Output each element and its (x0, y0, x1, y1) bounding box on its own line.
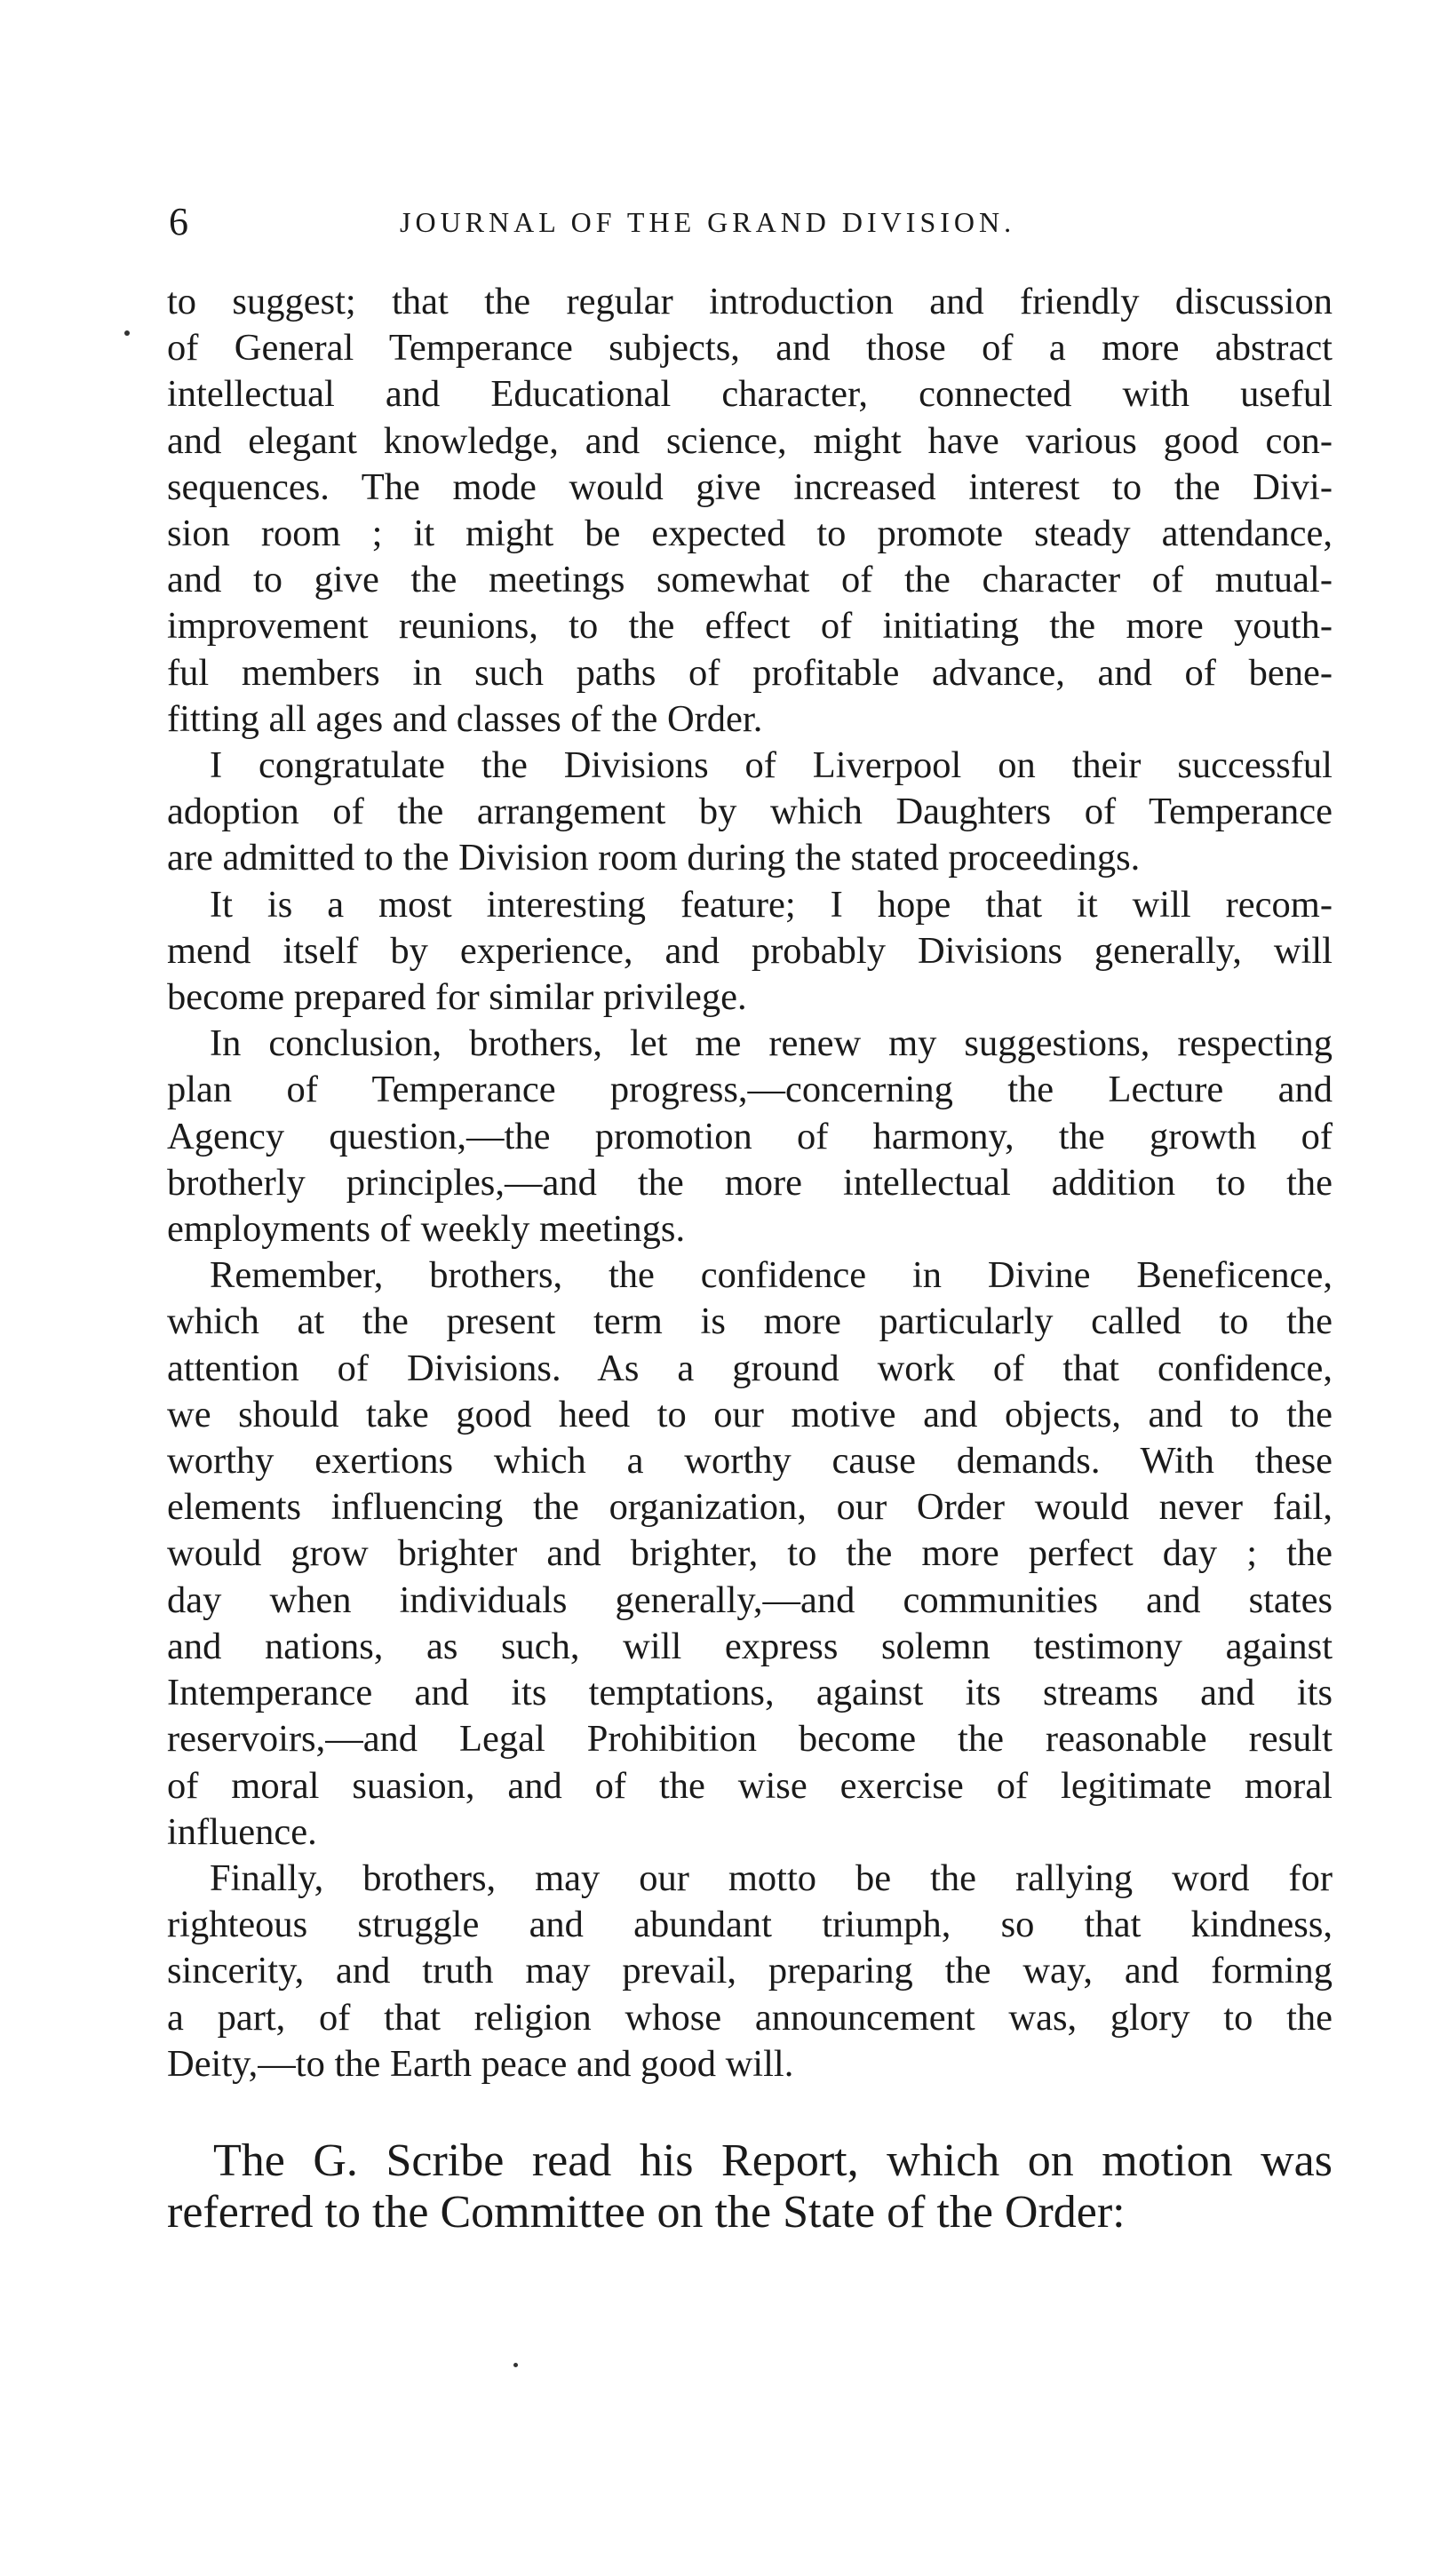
text-line: and nations, as such, will express solemn testimony against (167, 1625, 1333, 1667)
text-line: a part, of that religion whose announcement was, glory to the (167, 1996, 1333, 2039)
text-line: intellectual and Educational character, connected with useful (167, 373, 1333, 416)
text-line: Intemperance and its temptations, against its streams and its (167, 1672, 1333, 1714)
running-head (167, 199, 1333, 249)
scribe-report-notice (167, 2135, 1333, 2238)
body-paragraph (167, 882, 1333, 1022)
text-line: mend itself by experience, and probably Divisions generally, will (167, 929, 1333, 972)
body-paragraph (167, 743, 1333, 882)
text-line: Finally, brothers, may our motto be the rallying word for (210, 1856, 1333, 1899)
text-line: sion room ; it might be expected to promote steady attendance, (167, 513, 1333, 555)
text-line: Agency question,—the promotion of harmony, the growth of (167, 1115, 1333, 1157)
text-line: to suggest; that the regular introduction and friendly discussion (167, 281, 1333, 322)
text-line: employments of weekly meetings. (167, 1208, 686, 1251)
text-line: Deity,—to the Earth peace and good will. (167, 2042, 794, 2085)
book-page (167, 199, 1333, 2238)
text-line: attention of Divisions. As a ground work of that confidence, (167, 1347, 1333, 1389)
text-line: improvement reunions, to the effect of initiating the more youth- (167, 605, 1333, 648)
text-line: we should take good heed to our motive and objects, and to the (167, 1393, 1333, 1435)
journal-title: JOURNAL OF THE GRAND DIVISION. (400, 206, 1016, 238)
text-line: In conclusion, brothers, let me renew my suggestions, respecting (210, 1022, 1333, 1065)
text-line: fitting all ages and classes of the Order. (167, 697, 763, 740)
body-text (167, 279, 1333, 2087)
text-line: would grow brighter and brighter, to the more perfect day ; the (167, 1532, 1333, 1575)
text-line: of moral suasion, and of the wise exercise of legitimate moral (167, 1764, 1333, 1807)
text-line: which at the present term is more particularly called to the (167, 1300, 1333, 1343)
text-line: are admitted to the Division room during the stated proceedings. (167, 837, 1141, 879)
text-line: elements influencing the organization, our Order would never fail, (167, 1486, 1333, 1529)
text-line: and to give the meetings somewhat of the character of mutual- (167, 559, 1333, 601)
body-paragraph (167, 1856, 1333, 2087)
text-line: influence. (167, 1810, 317, 1853)
text-line: ful members in such paths of profitable advance, and of bene- (167, 651, 1333, 694)
body-paragraph (167, 279, 1333, 743)
stray-ink-dot (124, 330, 130, 336)
page-number: 6 (169, 200, 188, 243)
resolution-line: referred to the Committee on the State of the Order: (167, 2186, 1126, 2238)
stray-ink-dot (513, 2363, 518, 2367)
text-line: plan of Temperance progress,—concerning the Lecture and (167, 1069, 1333, 1111)
text-line: brotherly principles,—and the more intellectual addition to the (167, 1161, 1333, 1204)
text-line: righteous struggle and abundant triumph, so that kindness, (167, 1904, 1333, 1946)
body-paragraph (167, 1252, 1333, 1856)
text-line: sequences. The mode would give increased interest to the Divi- (167, 465, 1333, 508)
body-paragraph (167, 1021, 1333, 1252)
text-line: of General Temperance subjects, and those of a more abstract (167, 327, 1333, 370)
text-line: and elegant knowledge, and science, might have various good con- (167, 419, 1333, 462)
resolution-line: The G. Scribe read his Report, which on motion was (213, 2135, 1333, 2186)
text-line: day when individuals generally,—and communities and states (167, 1578, 1333, 1621)
text-line: reservoirs,—and Legal Prohibition become the reasonable result (167, 1718, 1333, 1761)
text-line: become prepared for similar privilege. (167, 976, 747, 1019)
text-line: adoption of the arrangement by which Daughters of Temperance (167, 791, 1333, 833)
text-line: worthy exertions which a worthy cause demands. With these (167, 1440, 1333, 1483)
text-line: I congratulate the Divisions of Liverpool on their successful (210, 744, 1333, 787)
text-line: It is a most interesting feature; I hope that it will recom- (210, 883, 1333, 926)
text-line: sincerity, and truth may prevail, preparing the way, and forming (167, 1950, 1333, 1992)
text-line: Remember, brothers, the confidence in Divine Beneficence, (210, 1254, 1333, 1297)
